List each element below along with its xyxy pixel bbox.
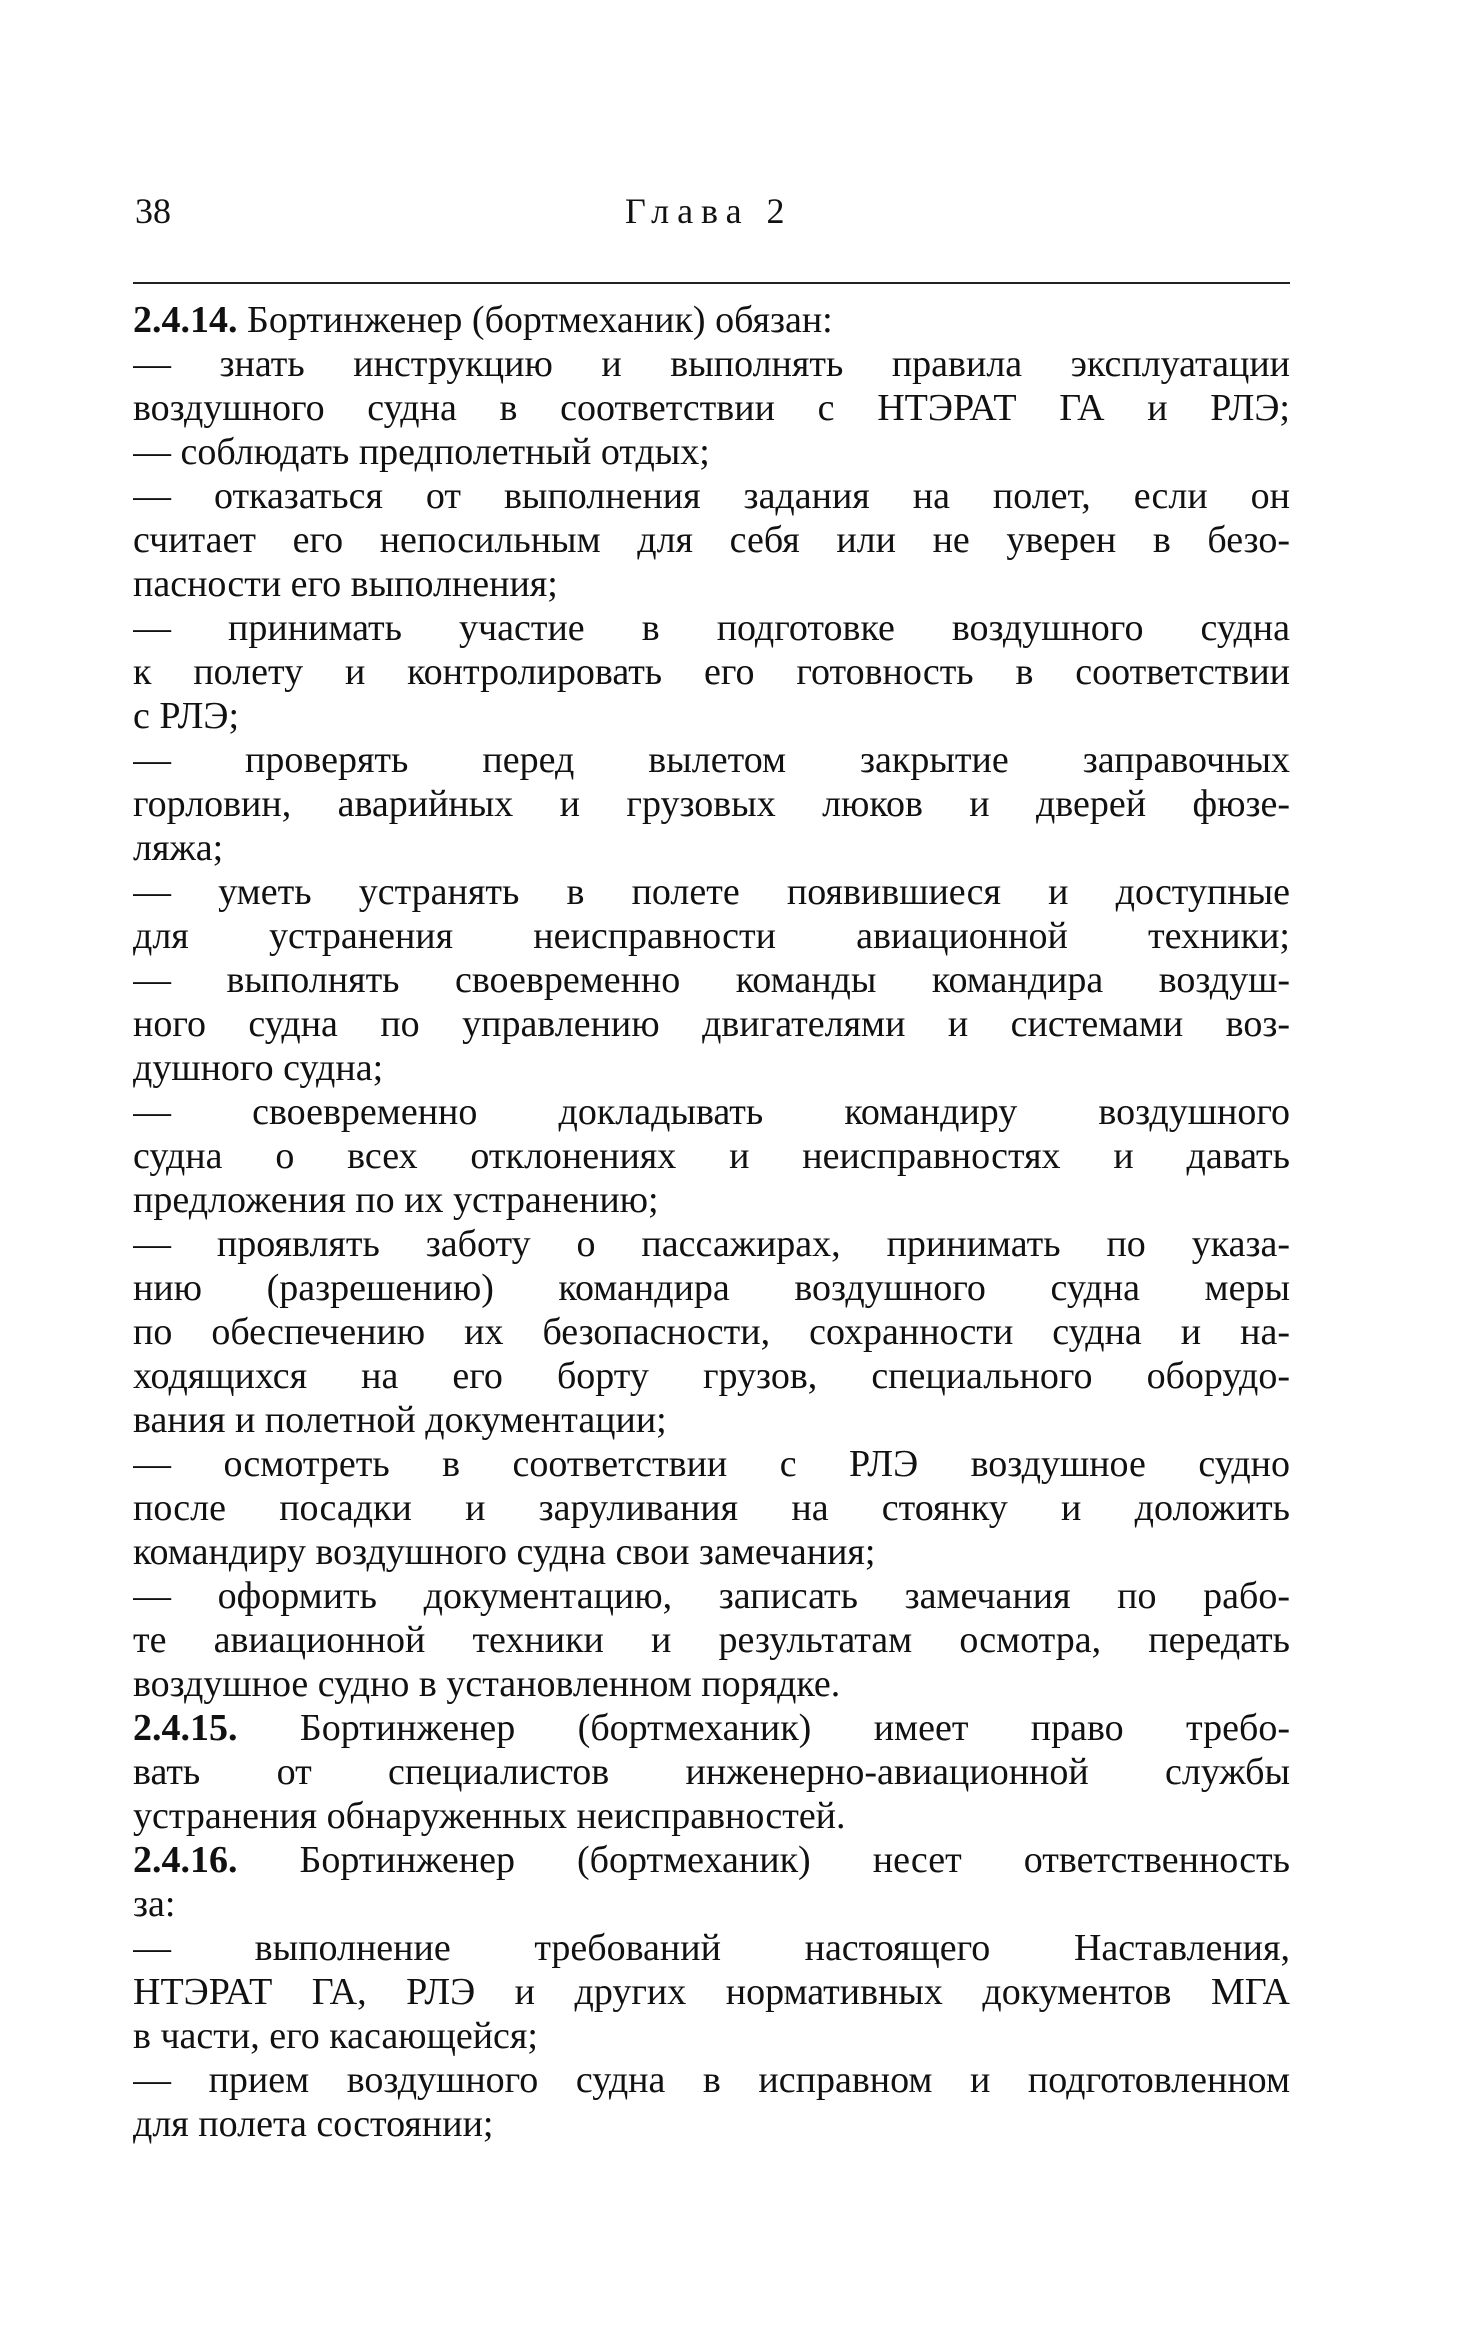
text-line [133, 1926, 1290, 1970]
line-text: Бортинженер (бортмеханик) обязан: [237, 299, 833, 341]
text-line [133, 2102, 1290, 2146]
text-line [133, 1486, 1290, 1530]
line-text: душного судна; [133, 1047, 384, 1089]
text-line [133, 474, 1290, 518]
line-text: для полета состоянии; [133, 2103, 494, 2145]
line-text: — принимать участие в подготовке воздушного судна [133, 607, 1290, 649]
line-text: по обеспечению их безопасности, сохранности судна и на- [133, 1311, 1290, 1353]
text-line [133, 1266, 1290, 1310]
text-line [133, 2014, 1290, 2058]
line-text: предложения по их устранению; [133, 1179, 659, 1221]
line-text: в части, его касающейся; [133, 2015, 538, 2057]
line-text: горловин, аварийных и грузовых люков и дверей фюзе- [133, 783, 1290, 825]
text-line [133, 1002, 1290, 1046]
text-line [133, 1046, 1290, 1090]
line-text: нию (разрешению) командира воздушного судна меры [133, 1267, 1290, 1309]
text-line [133, 958, 1290, 1002]
section-heading-line [133, 1838, 1290, 1882]
section-number: 2.4.16. [133, 1839, 238, 1881]
text-line [133, 1750, 1290, 1794]
line-text: Бортинженер (бортмеханик) имеет право требо- [237, 1707, 1290, 1749]
document-page [133, 190, 1290, 2145]
text-line [133, 1398, 1290, 1442]
text-line [133, 1222, 1290, 1266]
line-text: после посадки и заруливания на стоянку и доложить [133, 1487, 1290, 1529]
text-line [133, 870, 1290, 914]
text-line [133, 1090, 1290, 1134]
text-line [133, 606, 1290, 650]
line-text: — прием воздушного судна в исправном и подготовленном [133, 2059, 1290, 2101]
line-text: ного судна по управлению двигателями и системами воз- [133, 1003, 1290, 1045]
line-text: пасности его выполнения; [133, 563, 558, 605]
text-line [133, 1574, 1290, 1618]
text-line [133, 1310, 1290, 1354]
text-line [133, 1178, 1290, 1222]
text-line [133, 1530, 1290, 1574]
line-text: к полету и контролировать его готовность в соответствии [133, 651, 1290, 693]
line-text: Бортинженер (бортмеханик) несет ответственность [237, 1839, 1290, 1881]
text-line [133, 782, 1290, 826]
line-text: — проявлять заботу о пассажирах, принимать по указа- [133, 1223, 1290, 1265]
text-line [133, 518, 1290, 562]
text-line [133, 386, 1290, 430]
text-line [133, 1354, 1290, 1398]
text-line [133, 342, 1290, 386]
text-line [133, 1662, 1290, 1706]
line-text: судна о всех отклонениях и неисправностях и давать [133, 1135, 1290, 1177]
line-text: — соблюдать предполетный отдых; [133, 431, 710, 473]
text-line [133, 650, 1290, 694]
page-number: 38 [135, 191, 171, 231]
line-text: ходящихся на его борту грузов, специального оборудо- [133, 1355, 1290, 1397]
text-line [133, 2058, 1290, 2102]
text-line [133, 430, 1290, 474]
section-number: 2.4.14. [133, 299, 238, 341]
line-text: — своевременно докладывать командиру воздушного [133, 1091, 1290, 1133]
text-line [133, 1882, 1290, 1926]
document-body [133, 298, 1290, 2146]
line-text: воздушное судно в установленном порядке. [133, 1663, 841, 1705]
line-text: — знать инструкцию и выполнять правила эксплуатации [133, 343, 1290, 385]
line-text: НТЭРАТ ГА, РЛЭ и других нормативных документов МГА [133, 1971, 1290, 2013]
line-text: — выполнение требований настоящего Наставления, [133, 1927, 1290, 1969]
line-text: — уметь устранять в полете появившиеся и доступные [133, 871, 1290, 913]
line-text: вания и полетной документации; [133, 1399, 667, 1441]
page-header [133, 190, 1290, 244]
line-text: те авиационной техники и результатам осмотра, передать [133, 1619, 1290, 1661]
line-text: вать от специалистов инженерно-авиационной службы [133, 1751, 1290, 1793]
text-line [133, 1794, 1290, 1838]
section-number: 2.4.15. [133, 1707, 238, 1749]
line-text: воздушного судна в соответствии с НТЭРАТ ГА и РЛЭ; [133, 387, 1290, 429]
chapter-title: Глава 2 [625, 191, 793, 231]
line-text: — осмотреть в соответствии с РЛЭ воздушное судно [133, 1443, 1290, 1485]
line-text: для устранения неисправности авиационной техники; [133, 915, 1290, 957]
text-line [133, 1970, 1290, 2014]
header-rule [133, 282, 1290, 284]
text-line [133, 738, 1290, 782]
text-line [133, 562, 1290, 606]
line-text: с РЛЭ; [133, 695, 240, 737]
line-text: командиру воздушного судна свои замечания; [133, 1531, 876, 1573]
line-text: — выполнять своевременно команды командира воздуш- [133, 959, 1290, 1001]
text-line [133, 826, 1290, 870]
line-text: ляжа; [133, 827, 224, 869]
text-line [133, 694, 1290, 738]
line-text: — отказаться от выполнения задания на полет, если он [133, 475, 1290, 517]
text-line [133, 1618, 1290, 1662]
section-heading-line [133, 1706, 1290, 1750]
section-heading-line [133, 298, 1290, 342]
line-text: — проверять перед вылетом закрытие заправочных [133, 739, 1290, 781]
line-text: — оформить документацию, записать замечания по рабо- [133, 1575, 1290, 1617]
text-line [133, 1442, 1290, 1486]
line-text: устранения обнаруженных неисправностей. [133, 1795, 846, 1837]
text-line [133, 914, 1290, 958]
text-line [133, 1134, 1290, 1178]
line-text: считает его непосильным для себя или не уверен в безо- [133, 519, 1290, 561]
line-text: за: [133, 1883, 176, 1925]
